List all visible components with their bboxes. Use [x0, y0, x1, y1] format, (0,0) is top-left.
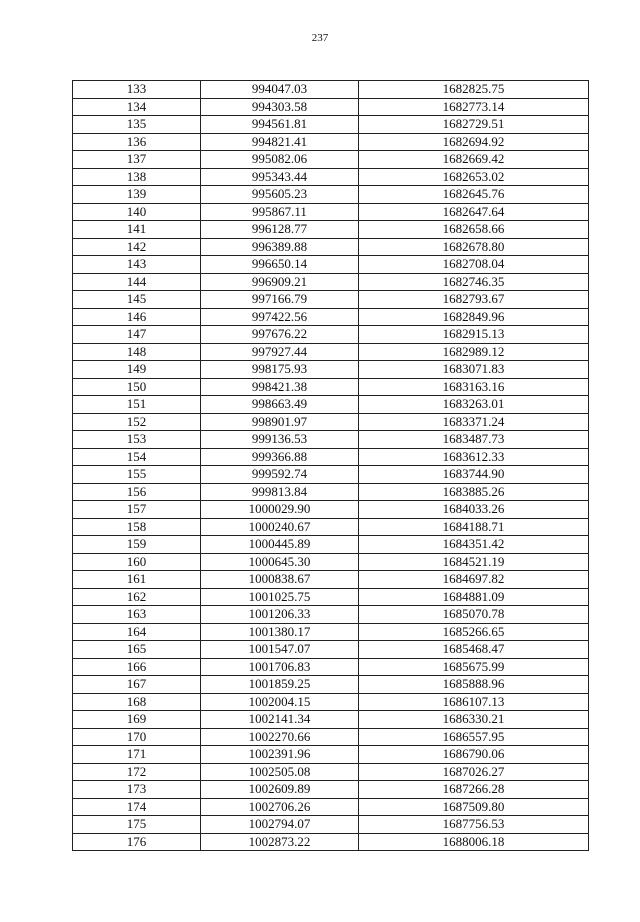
x-coordinate-cell: 997927.44 — [201, 343, 359, 361]
table-row — [73, 133, 589, 151]
x-coordinate-cell: 995605.23 — [201, 186, 359, 204]
x-coordinate-cell: 1002794.07 — [201, 816, 359, 834]
table-row — [73, 483, 589, 501]
table-row — [73, 203, 589, 221]
y-coordinate-cell: 1683612.33 — [359, 448, 589, 466]
table-row — [73, 763, 589, 781]
table-row — [73, 448, 589, 466]
table-row — [73, 361, 589, 379]
x-coordinate-cell: 994821.41 — [201, 133, 359, 151]
point-number-cell: 170 — [73, 728, 201, 746]
table-row — [73, 798, 589, 816]
point-number-cell: 157 — [73, 501, 201, 519]
x-coordinate-cell: 1000445.89 — [201, 536, 359, 554]
x-coordinate-cell: 1001025.75 — [201, 588, 359, 606]
point-number-cell: 155 — [73, 466, 201, 484]
coordinates-table — [72, 80, 589, 851]
table-row — [73, 151, 589, 169]
table-row — [73, 536, 589, 554]
point-number-cell: 152 — [73, 413, 201, 431]
y-coordinate-cell: 1682793.67 — [359, 291, 589, 309]
x-coordinate-cell: 999592.74 — [201, 466, 359, 484]
table-row — [73, 658, 589, 676]
table-row — [73, 431, 589, 449]
point-number-cell: 169 — [73, 711, 201, 729]
table-row — [73, 588, 589, 606]
point-number-cell: 151 — [73, 396, 201, 414]
x-coordinate-cell: 996389.88 — [201, 238, 359, 256]
table-row — [73, 396, 589, 414]
point-number-cell: 144 — [73, 273, 201, 291]
point-number-cell: 168 — [73, 693, 201, 711]
table-row — [73, 571, 589, 589]
point-number-cell: 175 — [73, 816, 201, 834]
x-coordinate-cell: 1002391.96 — [201, 746, 359, 764]
point-number-cell: 147 — [73, 326, 201, 344]
x-coordinate-cell: 999366.88 — [201, 448, 359, 466]
x-coordinate-cell: 1002270.66 — [201, 728, 359, 746]
x-coordinate-cell: 1002609.89 — [201, 781, 359, 799]
table-row — [73, 326, 589, 344]
y-coordinate-cell: 1682915.13 — [359, 326, 589, 344]
point-number-cell: 158 — [73, 518, 201, 536]
point-number-cell: 140 — [73, 203, 201, 221]
table-row — [73, 238, 589, 256]
table-row — [73, 553, 589, 571]
point-number-cell: 174 — [73, 798, 201, 816]
x-coordinate-cell: 999813.84 — [201, 483, 359, 501]
y-coordinate-cell: 1686557.95 — [359, 728, 589, 746]
table-row — [73, 728, 589, 746]
y-coordinate-cell: 1682694.92 — [359, 133, 589, 151]
x-coordinate-cell: 994303.58 — [201, 98, 359, 116]
point-number-cell: 148 — [73, 343, 201, 361]
x-coordinate-cell: 995082.06 — [201, 151, 359, 169]
y-coordinate-cell: 1683885.26 — [359, 483, 589, 501]
point-number-cell: 149 — [73, 361, 201, 379]
y-coordinate-cell: 1682849.96 — [359, 308, 589, 326]
y-coordinate-cell: 1683263.01 — [359, 396, 589, 414]
page-number: 237 — [311, 32, 329, 44]
point-number-cell: 142 — [73, 238, 201, 256]
x-coordinate-cell: 994047.03 — [201, 81, 359, 99]
y-coordinate-cell: 1682669.42 — [359, 151, 589, 169]
y-coordinate-cell: 1684697.82 — [359, 571, 589, 589]
table-row — [73, 711, 589, 729]
y-coordinate-cell: 1684521.19 — [359, 553, 589, 571]
point-number-cell: 133 — [73, 81, 201, 99]
point-number-cell: 134 — [73, 98, 201, 116]
y-coordinate-cell: 1682989.12 — [359, 343, 589, 361]
y-coordinate-cell: 1682825.75 — [359, 81, 589, 99]
point-number-cell: 171 — [73, 746, 201, 764]
table-row — [73, 746, 589, 764]
point-number-cell: 136 — [73, 133, 201, 151]
point-number-cell: 137 — [73, 151, 201, 169]
x-coordinate-cell: 1001859.25 — [201, 676, 359, 694]
x-coordinate-cell: 995867.11 — [201, 203, 359, 221]
y-coordinate-cell: 1685675.99 — [359, 658, 589, 676]
x-coordinate-cell: 1001706.83 — [201, 658, 359, 676]
y-coordinate-cell: 1684351.42 — [359, 536, 589, 554]
y-coordinate-cell: 1682708.04 — [359, 256, 589, 274]
y-coordinate-cell: 1682678.80 — [359, 238, 589, 256]
y-coordinate-cell: 1682653.02 — [359, 168, 589, 186]
point-number-cell: 167 — [73, 676, 201, 694]
point-number-cell: 161 — [73, 571, 201, 589]
table-row — [73, 623, 589, 641]
x-coordinate-cell: 995343.44 — [201, 168, 359, 186]
point-number-cell: 164 — [73, 623, 201, 641]
table-row — [73, 781, 589, 799]
x-coordinate-cell: 1002141.34 — [201, 711, 359, 729]
point-number-cell: 153 — [73, 431, 201, 449]
y-coordinate-cell: 1685266.65 — [359, 623, 589, 641]
x-coordinate-cell: 1001206.33 — [201, 606, 359, 624]
x-coordinate-cell: 997676.22 — [201, 326, 359, 344]
y-coordinate-cell: 1687026.27 — [359, 763, 589, 781]
point-number-cell: 173 — [73, 781, 201, 799]
point-number-cell: 154 — [73, 448, 201, 466]
y-coordinate-cell: 1685070.78 — [359, 606, 589, 624]
y-coordinate-cell: 1682773.14 — [359, 98, 589, 116]
point-number-cell: 162 — [73, 588, 201, 606]
point-number-cell: 146 — [73, 308, 201, 326]
point-number-cell: 165 — [73, 641, 201, 659]
x-coordinate-cell: 996128.77 — [201, 221, 359, 239]
table-row — [73, 168, 589, 186]
x-coordinate-cell: 1002706.26 — [201, 798, 359, 816]
table-row — [73, 98, 589, 116]
table-row — [73, 413, 589, 431]
x-coordinate-cell: 999136.53 — [201, 431, 359, 449]
y-coordinate-cell: 1682645.76 — [359, 186, 589, 204]
coordinates-table-body — [73, 81, 589, 851]
y-coordinate-cell: 1688006.18 — [359, 833, 589, 851]
x-coordinate-cell: 1000240.67 — [201, 518, 359, 536]
point-number-cell: 135 — [73, 116, 201, 134]
point-number-cell: 139 — [73, 186, 201, 204]
y-coordinate-cell: 1684188.71 — [359, 518, 589, 536]
x-coordinate-cell: 1000645.30 — [201, 553, 359, 571]
y-coordinate-cell: 1687266.28 — [359, 781, 589, 799]
point-number-cell: 150 — [73, 378, 201, 396]
x-coordinate-cell: 1002505.08 — [201, 763, 359, 781]
y-coordinate-cell: 1683744.90 — [359, 466, 589, 484]
y-coordinate-cell: 1687509.80 — [359, 798, 589, 816]
y-coordinate-cell: 1683163.16 — [359, 378, 589, 396]
x-coordinate-cell: 997166.79 — [201, 291, 359, 309]
x-coordinate-cell: 998421.38 — [201, 378, 359, 396]
x-coordinate-cell: 1001547.07 — [201, 641, 359, 659]
y-coordinate-cell: 1684881.09 — [359, 588, 589, 606]
x-coordinate-cell: 998663.49 — [201, 396, 359, 414]
table-row — [73, 256, 589, 274]
table-row — [73, 676, 589, 694]
point-number-cell: 159 — [73, 536, 201, 554]
y-coordinate-cell: 1683371.24 — [359, 413, 589, 431]
table-row — [73, 273, 589, 291]
point-number-cell: 160 — [73, 553, 201, 571]
y-coordinate-cell: 1682729.51 — [359, 116, 589, 134]
x-coordinate-cell: 994561.81 — [201, 116, 359, 134]
y-coordinate-cell: 1686107.13 — [359, 693, 589, 711]
y-coordinate-cell: 1683487.73 — [359, 431, 589, 449]
x-coordinate-cell: 996909.21 — [201, 273, 359, 291]
point-number-cell: 166 — [73, 658, 201, 676]
table-row — [73, 816, 589, 834]
y-coordinate-cell: 1685468.47 — [359, 641, 589, 659]
table-row — [73, 186, 589, 204]
x-coordinate-cell: 1000838.67 — [201, 571, 359, 589]
point-number-cell: 145 — [73, 291, 201, 309]
y-coordinate-cell: 1685888.96 — [359, 676, 589, 694]
x-coordinate-cell: 996650.14 — [201, 256, 359, 274]
x-coordinate-cell: 998175.93 — [201, 361, 359, 379]
point-number-cell: 176 — [73, 833, 201, 851]
table-row — [73, 343, 589, 361]
y-coordinate-cell: 1686330.21 — [359, 711, 589, 729]
x-coordinate-cell: 1002873.22 — [201, 833, 359, 851]
point-number-cell: 172 — [73, 763, 201, 781]
table-row — [73, 466, 589, 484]
y-coordinate-cell: 1682647.64 — [359, 203, 589, 221]
x-coordinate-cell: 1001380.17 — [201, 623, 359, 641]
table-row — [73, 221, 589, 239]
point-number-cell: 138 — [73, 168, 201, 186]
y-coordinate-cell: 1682746.35 — [359, 273, 589, 291]
table-row — [73, 291, 589, 309]
table-row — [73, 518, 589, 536]
y-coordinate-cell: 1683071.83 — [359, 361, 589, 379]
y-coordinate-cell: 1682658.66 — [359, 221, 589, 239]
point-number-cell: 163 — [73, 606, 201, 624]
point-number-cell: 143 — [73, 256, 201, 274]
x-coordinate-cell: 998901.97 — [201, 413, 359, 431]
x-coordinate-cell: 997422.56 — [201, 308, 359, 326]
table-row — [73, 501, 589, 519]
table-row — [73, 81, 589, 99]
point-number-cell: 141 — [73, 221, 201, 239]
x-coordinate-cell: 1000029.90 — [201, 501, 359, 519]
table-row — [73, 606, 589, 624]
table-row — [73, 308, 589, 326]
y-coordinate-cell: 1684033.26 — [359, 501, 589, 519]
point-number-cell: 156 — [73, 483, 201, 501]
y-coordinate-cell: 1687756.53 — [359, 816, 589, 834]
table-row — [73, 833, 589, 851]
table-row — [73, 641, 589, 659]
table-row — [73, 693, 589, 711]
x-coordinate-cell: 1002004.15 — [201, 693, 359, 711]
table-row — [73, 378, 589, 396]
table-row — [73, 116, 589, 134]
y-coordinate-cell: 1686790.06 — [359, 746, 589, 764]
